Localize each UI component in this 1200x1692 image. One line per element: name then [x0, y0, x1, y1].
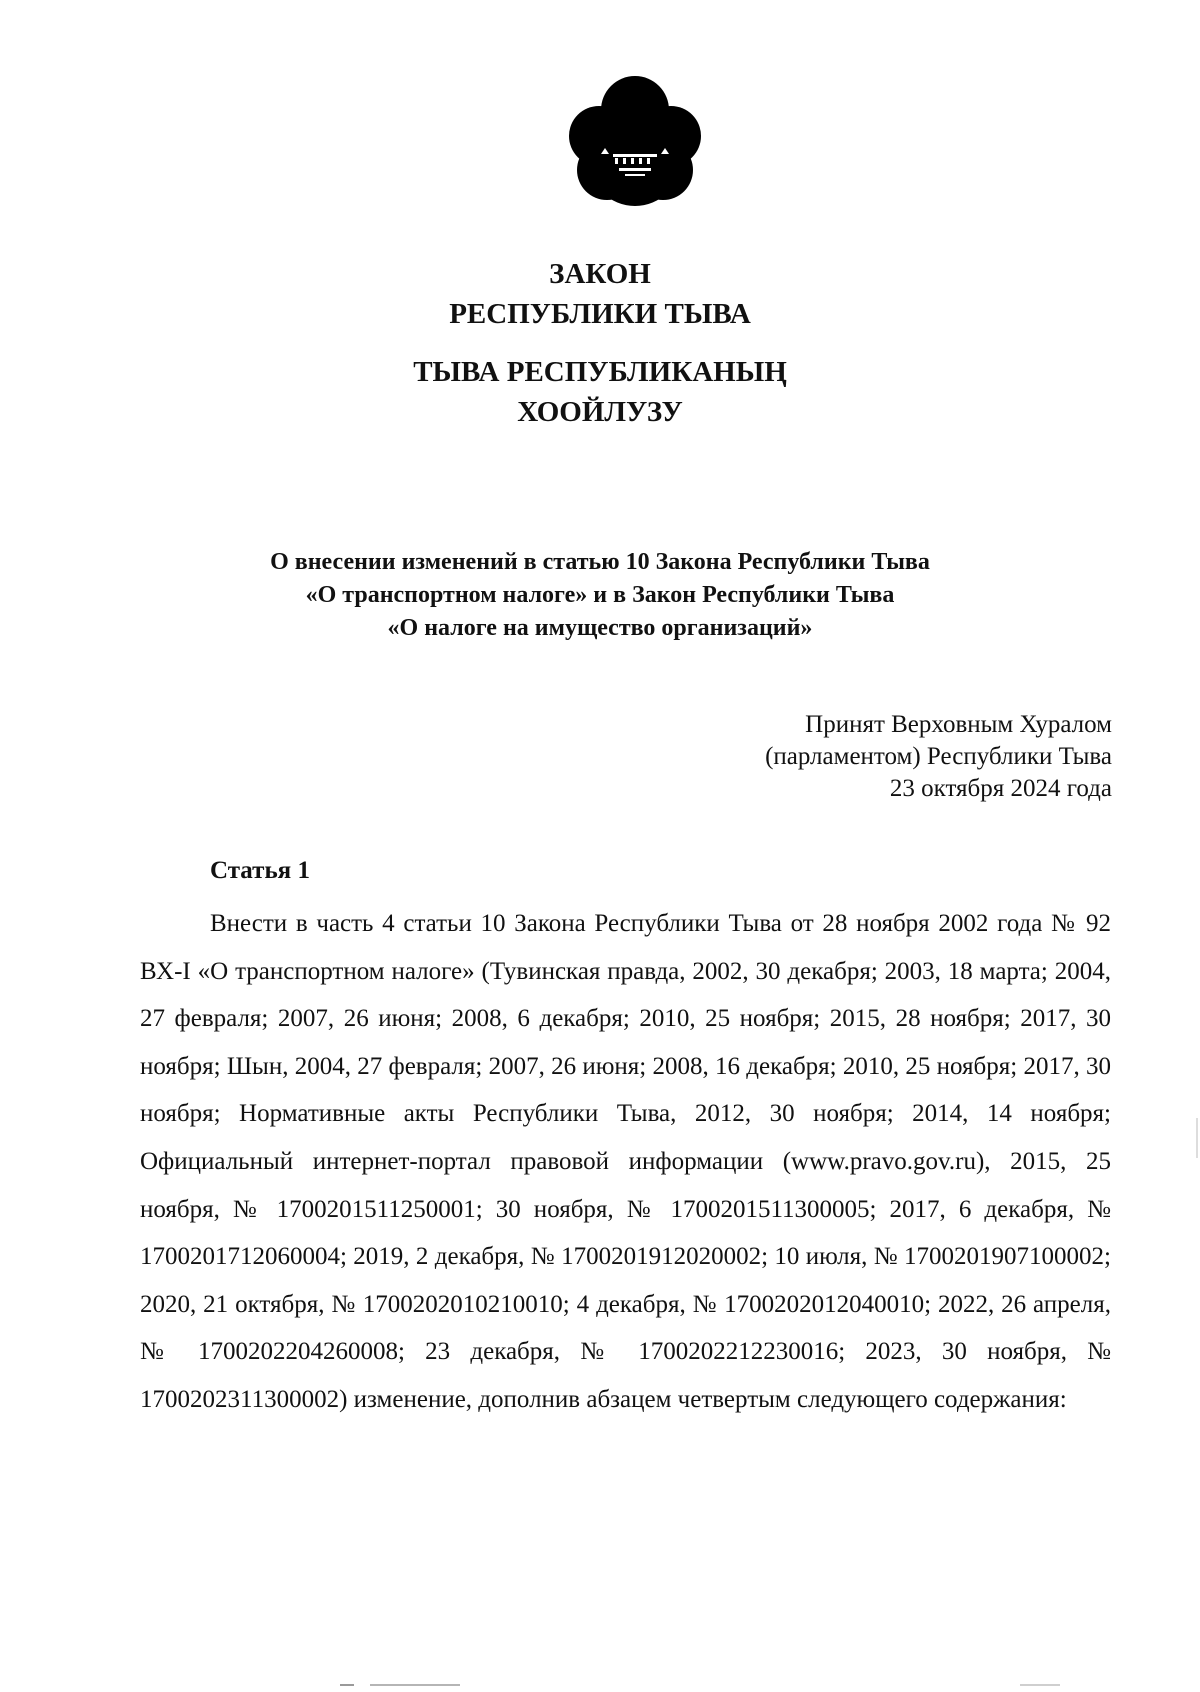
law-subject-line1: О внесении изменений в статью 10 Закона Республики Тыва — [270, 549, 930, 575]
law-title-russian-line2: РЕСПУБЛИКИ ТЫВА — [449, 298, 751, 330]
law-title-tuvan-line2: ХООЙЛУЗУ — [517, 396, 683, 428]
article-1-text: Внести в часть 4 статьи 10 Закона Республики Тыва от 28 ноября 2002 года № 92 ВХ-I «О транспортном налоге» (Тувинская правда, 2002, 30 декабря; 2003, 18 марта; 2004, 27 февраля; 2007, 26 июня; 2008, 6 декабря; 2010, 25 ноября; 2015, 28 ноября; 2017, 30 ноября; Шын, 2004, 27 февраля; 2007, 26 июня; 2008, 16 декабря; 2010, 25 ноября; 2017, 30 ноября; Нормативные акты Республики Тыва, 2012, 30 ноября; 2014, 14 ноября; Официальный интернет-портал правовой информации (www.pravo.gov.ru), 2015, 25 ноября, № 1700201511250001; 30 ноября, № 1700201511300005; 2017, 6 декабря, № 1700201712060004; 2019, 2 декабря, № 1700201912020002; 10 июля, № 1700201907100002; 2020, 21 октября, № 1700202010210010; 4 декабря, № 1700202012040010; 2022, 26 апреля, № 1700202204260008; 23 декабря, № 1700202212230016; 2023, 30 ноября, № 1700202311300002) изменение, дополнив абзацем четвертым следующего содержания: — [140, 910, 1111, 1413]
law-subject — [0, 546, 1200, 645]
adoption-note-line1: Принят Верховным Хуралом — [805, 711, 1112, 738]
article-1-heading: Статья 1 — [210, 857, 310, 884]
adoption-note — [765, 709, 1112, 805]
law-title-russian-line1: ЗАКОН — [549, 258, 651, 290]
law-title-russian — [0, 254, 1200, 334]
law-title-tuvan — [0, 352, 1200, 432]
adoption-note-line2: (парламентом) Республики Тыва — [765, 743, 1112, 770]
scan-artifact — [1020, 1684, 1060, 1686]
scan-artifact — [340, 1684, 354, 1686]
coat-of-arms-emblem-icon — [563, 70, 707, 220]
adoption-note-line3: 23 октября 2024 года — [889, 775, 1112, 802]
scan-artifact — [1196, 1118, 1198, 1158]
law-title-tuvan-line1: ТЫВА РЕСПУБЛИКАНЫҢ — [413, 356, 787, 388]
scan-artifact — [370, 1684, 460, 1686]
law-subject-line2: «О транспортном налоге» и в Закон Республики Тыва — [305, 582, 895, 608]
law-subject-line3: «О налоге на имущество организаций» — [387, 615, 813, 641]
